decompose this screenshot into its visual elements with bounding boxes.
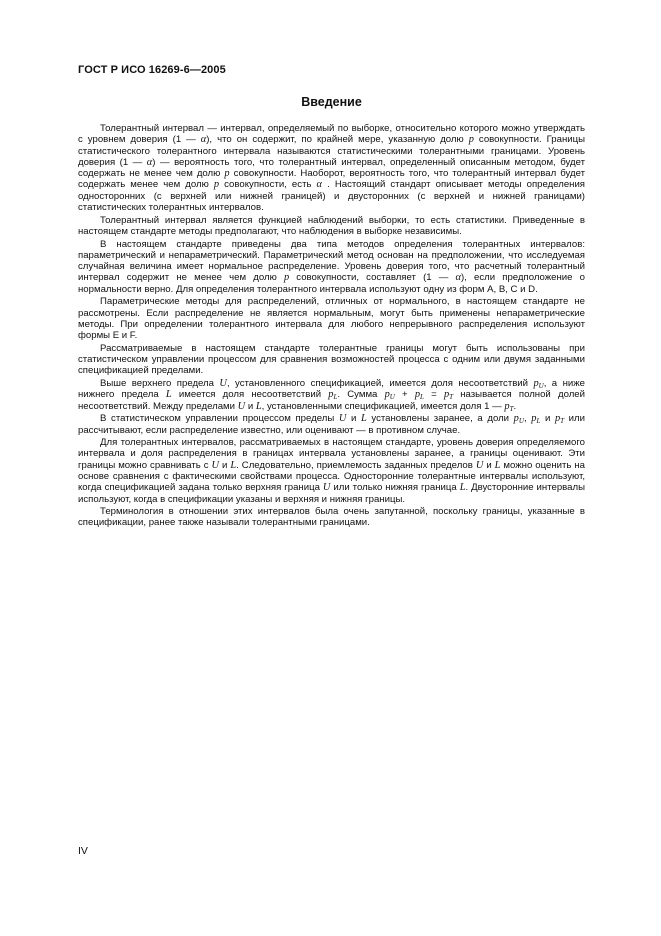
document-code-header: ГОСТ Р ИСО 16269-6—2005 [78, 64, 226, 76]
paragraph-6: Выше верхнего предела U, установленного спецификацией, имеется доля несоответствий $p_U$, а ниже нижнего предела L имеется доля несоответствий $p_L$. Сумма $p_U + p_L = p_T$ называется полной долей несоответствий. Между пределами U и L, установленными спецификацией, имеется доля 1 — $p_T$. [78, 378, 586, 413]
page-number: IV [78, 845, 88, 857]
paragraph-2: Толерантный интервал является функцией наблюдений выборки, то есть статистики. Приведенные в настоящем стандарте методы предполагают, что наблюдения в выборке независимы. [78, 214, 585, 237]
paragraph-7: В статистическом управлении процессом пределы U и L установлены заранее, а доли $p_U$, $p_L$ и $p_T$ или рассчитывают, если распределение известно, или оценивают — в противном случае. [78, 413, 585, 436]
paragraph-3: В настоящем стандарте приведены два типа методов определения толерантных интервалов: параметрический и непараметрический. Параметрический метод основан на предположении, что исследуемая случайная величина имеет нормальное распределение. Уровень доверия того, что расчетный толерантный интервал содержит не менее чем долю p совокупности, составляет (1 — α), если предположение о нормальности верно. Для определения толерантного интервала используют одну из форм A, B, C и D. [78, 238, 585, 295]
paragraph-8: Для толерантных интервалов, рассматриваемых в настоящем стандарте, уровень доверия определяемого интервала и доля распределения в границах интервала установлены заранее, а границы оценивают. Эти границы можно сравнивать с U и L. Следовательно, приемлемость заданных пределов U и L можно оценить на основе сравнения с фактическими свойствами процесса. Односторонние толерантные интервалы используют, когда спецификацией задана только верхняя граница U или только нижняя граница L. Двусторонние интервалы используют, когда в спецификации указаны и верхняя и нижняя границы. [78, 437, 585, 505]
paragraph-9: Терминология в отношении этих интервалов была очень запутанной, поскольку границы, указанные в спецификации, ранее также называли толерантными границами. [78, 506, 585, 529]
paragraph-5: Рассматриваемые в настоящем стандарте толерантные границы могут быть использованы при статистическом управлении процессом для сравнения возможностей процесса с одним или двумя заданными спецификацией пределами. [78, 342, 585, 377]
paragraph-4: Параметрические методы для распределений, отличных от нормального, в настоящем стандарте не рассмотрены. Если распределение не является нормальным, могут быть применены непараметрические методы. При определении толерантного интервала для любого непрерывного распределения используют формы E и F. [78, 296, 585, 342]
introduction-text [78, 123, 585, 530]
paragraph-1: Толерантный интервал — интервал, определяемый по выборке, относительно которого можно утверждать с уровнем доверия (1 — α), что он содержит, по крайней мере, указанную долю p совокупности. Границы статистического толерантного интервала называются статистическими толерантными границами. Уровень доверия (1 — α) — вероятность того, что толерантный интервал, определенный описанным методом, будет содержать не менее чем долю p совокупности. Наоборот, вероятность того, что толерантный интервал будет содержать менее чем долю p совокупности, есть α . Настоящий стандарт описывает методы определения односторонних (с верхней или нижней границей) и двусторонних (с верхней и нижней границами) статистических толерантных интервалов. [78, 123, 586, 214]
section-title: Введение [301, 95, 362, 109]
